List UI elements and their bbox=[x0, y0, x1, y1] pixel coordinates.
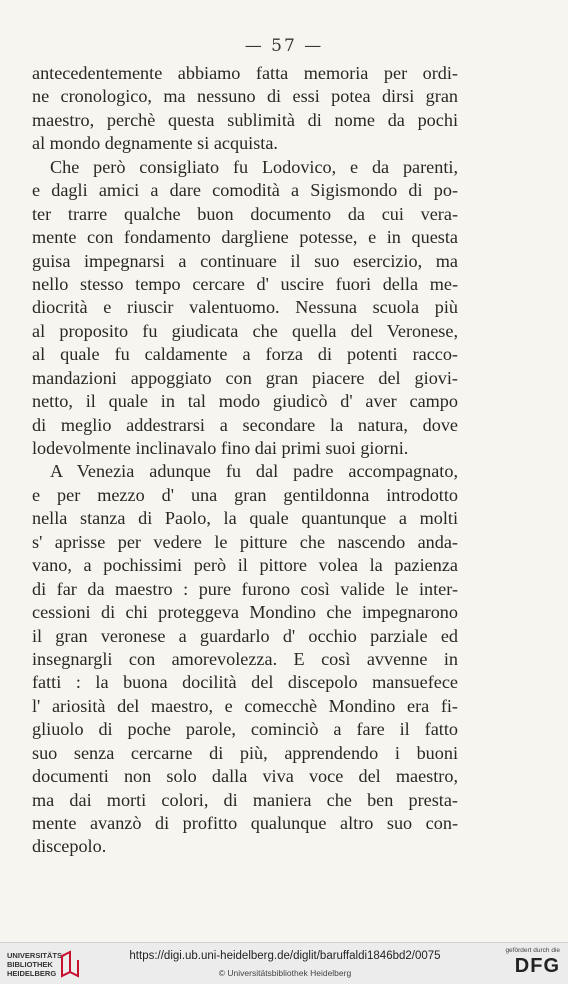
page-number: — 57 — bbox=[244, 36, 324, 56]
library-logo-icon bbox=[59, 950, 81, 978]
logo-line-1: UNIVERSITÄTS- bbox=[7, 951, 65, 960]
text-line: vano, a pochissimi però il pittore volea la pazienza bbox=[32, 555, 458, 576]
text-line: insegnargli con amorevolezza. E così avvenne in bbox=[32, 648, 458, 669]
text-line: e dagli amici a dare comodità a Sigismondo di po- bbox=[32, 180, 458, 201]
text-line: maestro, perchè questa sublimità di nome da pochi bbox=[32, 109, 458, 130]
text-line: gliuolo di poche parole, cominciò a fare il fatto bbox=[32, 719, 458, 740]
text-line: ter trarre qualche buon documento da cui vera- bbox=[32, 203, 458, 224]
permalink-url[interactable]: https://digi.ub.uni-heidelberg.de/diglit/baruffaldi1846bd2/0075 bbox=[129, 950, 441, 962]
text-line: A Venezia adunque fu dal padre accompagnato, bbox=[50, 461, 458, 482]
text-line: al proposito fu giudicata che quella del Veronese, bbox=[32, 320, 458, 341]
text-line: cessioni di chi proteggeva Mondino che impegnarono bbox=[32, 602, 458, 623]
logo-line-3: HEIDELBERG bbox=[7, 969, 57, 978]
text-line: documenti non solo dalla viva voce del maestro, bbox=[32, 766, 458, 787]
text-line: nello stesso tempo cercare d' uscire fuori della me- bbox=[32, 273, 458, 294]
text-line: s' aprisse per vedere le pitture che nascendo anda- bbox=[32, 531, 458, 552]
text-line: nella stanza di Paolo, la quale quantunque a molti bbox=[32, 508, 458, 529]
body-text bbox=[32, 62, 458, 859]
text-line: netto, il quale in tal modo giudicò d' aver campo bbox=[32, 391, 458, 412]
text-line: al quale fu caldamente a forza di potenti racco- bbox=[32, 344, 458, 365]
funder-caption: gefördert durch die bbox=[505, 947, 560, 954]
text-line: ne cronologico, ma nessuno di essi potea dirsi gran bbox=[32, 86, 458, 107]
logo-text bbox=[7, 951, 65, 978]
text-line: di meglio addestrarsi a secondare la natura, dove bbox=[32, 414, 458, 435]
text-line: mandazioni appoggiato con gran piacere del giovi- bbox=[32, 367, 458, 388]
text-line: diocrità e riuscir valentuomo. Nessuna scuola più bbox=[32, 297, 458, 318]
university-library-logo[interactable] bbox=[7, 949, 119, 979]
text-line: guisa impegnarsi a continuare il suo esercizio, ma bbox=[32, 250, 458, 271]
text-line: di far da maestro : pure furono così valide le inter- bbox=[32, 578, 458, 599]
dfg-logo-text: DFG bbox=[514, 955, 560, 977]
text-line: lodevolmente inclinavalo fino dai primi suoi giorni. bbox=[32, 438, 409, 458]
text-line: al mondo degnamente si acquista. bbox=[32, 133, 278, 154]
text-line: antecedentemente abbiamo fatta memoria per ordi- bbox=[32, 63, 458, 83]
logo-line-2: BIBLIOTHEK bbox=[7, 960, 53, 969]
text-line: mente con fondamento dargliene potesse, e in questa bbox=[32, 227, 458, 248]
text-line: e per mezzo d' una gran gentildonna introdotto bbox=[32, 484, 458, 505]
text-line: mente avanzò di profitto qualunque altro suo con- bbox=[32, 813, 458, 833]
text-line: il gran veronese a guardarlo d' occhio parziale ed bbox=[32, 625, 458, 646]
text-line: ma dai morti colori, di maniera che ben presta- bbox=[32, 789, 458, 810]
text-line: discepolo. bbox=[32, 836, 107, 857]
dfg-funder-logo[interactable] bbox=[498, 947, 560, 981]
text-line: l' ariosità del maestro, e comecchè Mondino era fi- bbox=[32, 695, 458, 716]
copyright-notice: © Universitätsbibliothek Heidelberg bbox=[218, 968, 352, 978]
text-line: suo senza cercarne di più, apprendendo i buoni bbox=[32, 742, 458, 763]
viewer-footer bbox=[0, 942, 568, 984]
text-line: fatti : la buona docilità del discepolo mansuefece bbox=[32, 672, 458, 693]
text-line: Che però consigliato fu Lodovico, e da parenti, bbox=[50, 156, 458, 177]
